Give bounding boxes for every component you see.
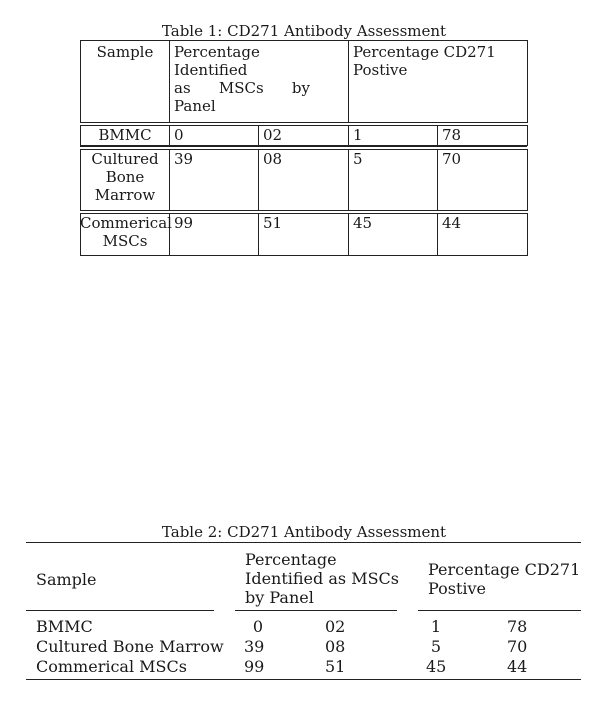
t1-word: by — [291, 79, 310, 97]
table1-cell: 02 — [259, 126, 349, 146]
table1-header-positive-line: Percentage CD271 — [353, 43, 496, 61]
table1-cell: 44 — [438, 214, 528, 256]
table1-cell: 5 — [349, 150, 438, 211]
table2-cell-sample: BMMC — [36, 617, 93, 636]
table2-cell: 99 — [244, 657, 265, 676]
table2-cell: 70 — [507, 637, 528, 656]
table1-header-positive-line: Postive — [353, 61, 408, 79]
t1-word: MSCs — [218, 79, 264, 97]
table2-cmidrule — [235, 610, 397, 611]
table2-header-identified: Percentage Identified as MSCs by Panel — [245, 550, 399, 607]
table1-cell: 51 — [259, 214, 349, 256]
table1-header-sample: Sample — [81, 41, 170, 123]
table1-cell: 1 — [349, 126, 438, 146]
table1-cell-sample: Commerical MSCs — [81, 214, 170, 256]
table2-cell: 51 — [325, 657, 346, 676]
table2-cell: 5 — [430, 637, 442, 656]
table1-double-rule — [80, 146, 527, 147]
table1-cell: 08 — [259, 150, 349, 211]
table2-header-positive: Percentage CD271 Postive — [428, 560, 581, 598]
table2-cell: 78 — [507, 617, 528, 636]
table1-header-identified — [170, 41, 349, 123]
table1-header-identified-line: Identified — [174, 61, 248, 79]
table2-cmidrule — [26, 610, 214, 611]
table1-header-identified-line: Percentage — [174, 43, 260, 61]
table2-cell-sample: Cultured Bone Marrow — [36, 637, 224, 656]
table2-caption: Table 2: CD271 Antibody Assessment — [161, 523, 447, 541]
table1-cell: 0 — [170, 126, 259, 146]
table2-bottom-rule — [26, 679, 581, 680]
table1-cell-sample: Cultured Bone Marrow — [81, 150, 170, 211]
table2-cell: 0 — [252, 617, 264, 636]
table1-row — [80, 149, 528, 211]
table2-cell: 1 — [430, 617, 442, 636]
t1-word: as — [174, 79, 191, 97]
table1-double-rule — [80, 122, 527, 123]
table1-double-rule — [80, 210, 527, 211]
table2-top-rule — [26, 542, 581, 543]
table1-header-identified-line: Panel — [174, 97, 216, 115]
table1-cell: 45 — [349, 214, 438, 256]
table1-caption: Table 1: CD271 Antibody Assessment — [161, 22, 447, 40]
table2-cell-sample: Commerical MSCs — [36, 657, 187, 676]
table2-header-sample: Sample — [36, 570, 97, 589]
table1-row — [80, 213, 528, 256]
table1-cell: 39 — [170, 150, 259, 211]
table1-cell-sample: BMMC — [81, 126, 170, 146]
table2-cmidrule — [418, 610, 581, 611]
table2-cell: 39 — [244, 637, 265, 656]
table2-cell: 08 — [325, 637, 346, 656]
table1-header — [80, 40, 528, 123]
table2-cell: 45 — [426, 657, 447, 676]
table1-row — [80, 125, 528, 146]
table1-cell: 99 — [170, 214, 259, 256]
table1-cell: 78 — [438, 126, 528, 146]
table1-header-positive — [349, 41, 528, 123]
table1-header-identified-line — [174, 79, 310, 97]
table1-cell: 70 — [438, 150, 528, 211]
table2-cell: 44 — [507, 657, 528, 676]
table2-cell: 02 — [325, 617, 346, 636]
